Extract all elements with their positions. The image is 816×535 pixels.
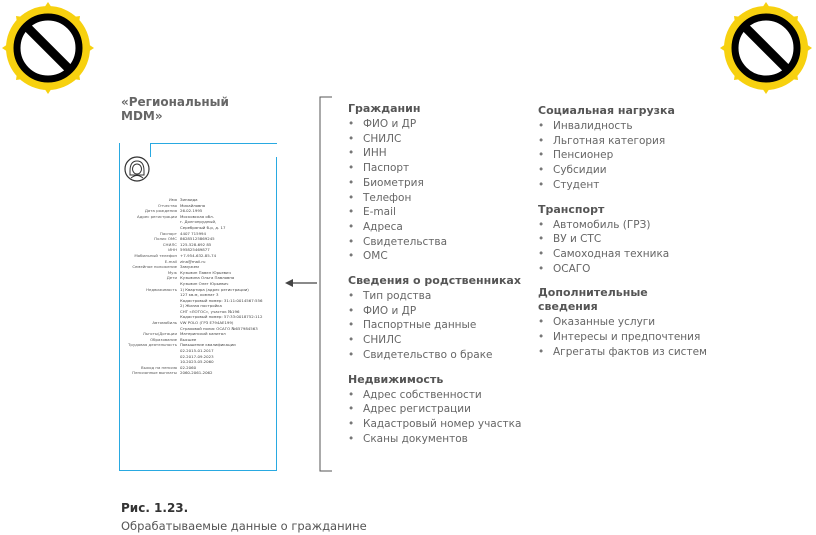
profile-field-value: 1) Квартира (адрес регистрации) (180, 286, 249, 292)
list-item-label: E-mail (363, 206, 396, 219)
list-item (348, 417, 533, 432)
bullet-icon: • (348, 147, 355, 160)
list-item (538, 315, 728, 330)
profile-field-label: Недвижимость (146, 286, 177, 292)
list-item (348, 388, 533, 403)
list-item-label: СНИЛС (363, 334, 402, 347)
list-item (538, 119, 728, 134)
section-title (348, 102, 533, 116)
profile-field-row (122, 370, 276, 376)
data-section (348, 274, 533, 363)
list-item-label: Свидетельства (363, 235, 448, 248)
profile-field-label: Семейное положение (132, 264, 177, 270)
profile-field-label: Муж (167, 269, 177, 275)
bullet-icon: • (538, 247, 545, 260)
section-title-line: Дополнительные (538, 286, 648, 300)
bullet-icon: • (348, 348, 355, 361)
bullet-icon: • (348, 191, 355, 204)
data-section (538, 286, 728, 359)
bullet-icon: • (348, 132, 355, 145)
bullet-icon: • (538, 120, 545, 132)
list-item (348, 161, 533, 176)
list-item (348, 132, 533, 147)
bullet-icon: • (538, 178, 545, 191)
profile-field-value: Зинаида (180, 197, 198, 202)
list-item-label: Паспорт (363, 162, 410, 175)
profile-field-label: Полис ОМС (154, 236, 177, 242)
card-title (121, 95, 281, 123)
section-title-line: Социальная нагрузка (538, 104, 675, 117)
figure-caption: Обрабатываемые данные о гражданине (121, 519, 367, 533)
list-item-label: Свидетельство о браке (363, 348, 493, 361)
list-item-label: Биометрия (363, 176, 424, 189)
profile-field-value: Кузьмин Олег Юрьевич (180, 280, 229, 286)
profile-field-value: 595825469877 (180, 247, 210, 253)
card-corner-cutout (120, 142, 150, 156)
list-item (348, 235, 533, 250)
bullet-icon: • (538, 134, 545, 147)
profile-field-value: Михайловна (180, 202, 206, 208)
profile-field-value: СНТ «ЛОТОС», участок №196 (180, 308, 240, 314)
data-section (538, 104, 728, 193)
profile-field-label: Льготы/Дотации (142, 331, 177, 337)
card-tab (150, 143, 277, 157)
profile-field-label: Паспорт (159, 230, 177, 236)
profile-field-label: E-mail (164, 258, 177, 264)
profile-fields (122, 197, 276, 376)
profile-field-label: Адрес регистрации (137, 213, 177, 219)
profile-field-value: 86285125869245 (180, 236, 215, 242)
profile-field-value: 2) Жилая постройка (180, 303, 222, 309)
section-title-line: сведения (538, 300, 598, 314)
prohibited-icon (720, 2, 812, 94)
list-item (348, 402, 533, 417)
list-item-label: ФИО и ДР (363, 118, 417, 130)
profile-field-value: 10.2023-05.2060 (180, 359, 214, 365)
prohibited-icon (2, 2, 94, 94)
bullet-icon: • (348, 417, 355, 430)
profile-field-value: zina@mail.ru (180, 258, 206, 264)
bullet-icon: • (348, 334, 355, 347)
bullet-icon: • (538, 233, 545, 246)
list-item (538, 345, 728, 360)
list-item (538, 247, 728, 262)
bullet-icon: • (538, 331, 545, 344)
bullet-icon: • (348, 304, 355, 317)
bullet-icon: • (538, 164, 545, 177)
list-item (538, 262, 728, 277)
bracket-divider (316, 96, 336, 472)
list-item (348, 289, 533, 304)
section-title (538, 203, 728, 217)
profile-field-value: Повышение квалификации (180, 342, 236, 348)
list-item (348, 318, 533, 333)
list-item-label: ИНН (363, 147, 387, 160)
list-item (538, 232, 728, 247)
bullet-icon: • (348, 118, 355, 130)
profile-field-value: Высшее (180, 336, 197, 342)
section-title (538, 286, 728, 314)
section-list (348, 289, 533, 363)
profile-field-label: СНИЛС (162, 241, 177, 247)
profile-field-label: Имя (168, 197, 177, 202)
bullet-icon: • (348, 388, 355, 401)
list-item (348, 220, 533, 235)
list-item-label: ВУ и СТС (553, 233, 602, 246)
list-item (538, 330, 728, 345)
profile-field-value: Страховой полис ОСАГО №657984563 (180, 325, 258, 331)
bullet-icon: • (348, 220, 355, 233)
profile-field-label: ИНН (168, 247, 177, 253)
profile-field-value: Кадастровый номер: 31:11:0014567:556 (180, 297, 263, 303)
bullet-icon: • (348, 290, 355, 303)
list-item (538, 134, 728, 149)
section-title-line: Сведения о родственниках (348, 274, 521, 288)
profile-field-value: 26.02.1995 (180, 208, 203, 214)
list-item (348, 205, 533, 220)
list-item-label: ОМС (363, 250, 388, 263)
figure-number: Рис. 1.23. (121, 501, 189, 515)
list-item-label: Автомобиль (ГРЗ) (553, 218, 651, 231)
card-title-line: MDM» (121, 109, 163, 123)
list-item-label: Студент (553, 178, 600, 191)
profile-field-value: 2060-2061-2062 (180, 370, 213, 376)
profile-field-value: Замужем (180, 264, 199, 270)
section-list (348, 117, 533, 264)
list-item (538, 178, 728, 193)
profile-field-value: 125-528-692 85 (180, 241, 212, 247)
bullet-icon: • (538, 345, 545, 358)
bullet-icon: • (348, 432, 355, 445)
profile-field-label: Выход на пенсию (141, 364, 177, 370)
bullet-icon: • (348, 206, 355, 219)
profile-field-value: Московская обл. (180, 213, 214, 219)
list-item (348, 249, 533, 264)
list-item-label: Тип родства (363, 290, 432, 303)
list-item-label: Субсидии (553, 164, 607, 177)
list-item-label: Сканы документов (363, 432, 468, 445)
profile-field-label: Дата рождения (144, 208, 177, 214)
list-item-label: Пенсионер (553, 149, 614, 162)
arrow-left-icon (285, 277, 317, 289)
list-item (538, 163, 728, 178)
list-item-label: Телефон (363, 191, 412, 204)
bullet-icon: • (348, 162, 355, 175)
bullet-icon: • (538, 218, 545, 231)
data-section (348, 373, 533, 447)
data-section (348, 102, 533, 264)
profile-field-label: Пенсионные выплаты (132, 370, 177, 376)
list-item-label: Самоходная техника (553, 247, 670, 260)
profile-field-value: Кузьмина Ольга Павловна (180, 275, 235, 281)
card-title-line: «Региональный (121, 95, 229, 109)
profile-field-value: 02.2060 (180, 364, 197, 370)
list-item-label: ФИО и ДР (363, 304, 417, 317)
list-item (348, 348, 533, 363)
section-list (538, 218, 728, 277)
profile-field-value: Кузьмин Павел Юрьевич (180, 269, 231, 275)
list-item-label: Адреса (363, 220, 403, 233)
profile-field-label: Дети (166, 275, 177, 281)
list-item (348, 304, 533, 319)
list-item-label: Адрес регистрации (363, 403, 471, 416)
bullet-icon: • (348, 319, 355, 332)
bullet-icon: • (348, 250, 355, 263)
list-item (538, 148, 728, 163)
list-item-label: Адрес собственности (363, 388, 482, 401)
profile-field-value: Материнский капитал (180, 331, 226, 337)
profile-field-value: +7-954-632-85-74 (180, 252, 217, 258)
list-item-label: Льготная категория (553, 134, 666, 147)
data-column-left (348, 102, 533, 456)
list-item-label: СНИЛС (363, 132, 402, 145)
bullet-icon: • (538, 316, 545, 329)
list-item-label: Оказанные услуги (553, 316, 656, 329)
list-item (348, 333, 533, 348)
bullet-icon: • (348, 235, 355, 248)
profile-field-value: Кадастровый номер: 57:33:0018752:112 (180, 314, 263, 320)
section-title-line: Гражданин (348, 102, 421, 115)
list-item (348, 432, 533, 447)
list-item (348, 191, 533, 206)
list-item-label: Инвалидность (553, 120, 633, 132)
section-list (538, 315, 728, 359)
profile-field-value: 4407 715994 (180, 230, 206, 236)
list-item-label: ОСАГО (553, 262, 591, 275)
section-list (348, 388, 533, 447)
profile-field-label: Мобильный телефон (134, 252, 177, 258)
data-section (538, 203, 728, 277)
section-title (538, 104, 728, 118)
section-title-line: Транспорт (538, 202, 605, 216)
list-item-label: Паспортные данные (363, 319, 477, 332)
profile-field-value: 127 кв.м, комнат 3 (180, 292, 219, 298)
profile-field-label: Отчество (157, 202, 177, 208)
profile-field-label: Автомобиль (152, 320, 177, 326)
list-item (348, 176, 533, 191)
list-item (348, 117, 533, 132)
section-title (348, 274, 533, 288)
list-item (348, 146, 533, 161)
profile-field-value: VW POLO (ГРЗ E794АЕ199) (180, 320, 234, 326)
profile-field-value: Серебряный б-р, д. 17 (180, 224, 226, 230)
list-item-label: Интересы и предпочтения (553, 331, 701, 344)
section-title (348, 373, 533, 387)
profile-field-label: Трудовая деятельность (128, 342, 177, 348)
section-list (538, 119, 728, 193)
data-column-right (538, 104, 728, 369)
profile-field-value: 02.2015-01.2017 (180, 348, 214, 354)
list-item-label: Кадастровый номер участка (363, 417, 522, 430)
profile-field-value: 02.2017-09.2023 (180, 353, 214, 359)
bullet-icon: • (348, 176, 355, 189)
list-item (538, 218, 728, 233)
section-title-line: Недвижимость (348, 372, 444, 386)
bullet-icon: • (538, 149, 545, 162)
list-item-label: Агрегаты фактов из систем (553, 345, 707, 358)
bullet-icon: • (348, 403, 355, 416)
profile-field-value: г. Долгопрудный, (180, 219, 217, 225)
profile-field-label: Образование (150, 336, 177, 342)
woman-avatar-icon (124, 156, 150, 182)
bullet-icon: • (538, 262, 545, 275)
